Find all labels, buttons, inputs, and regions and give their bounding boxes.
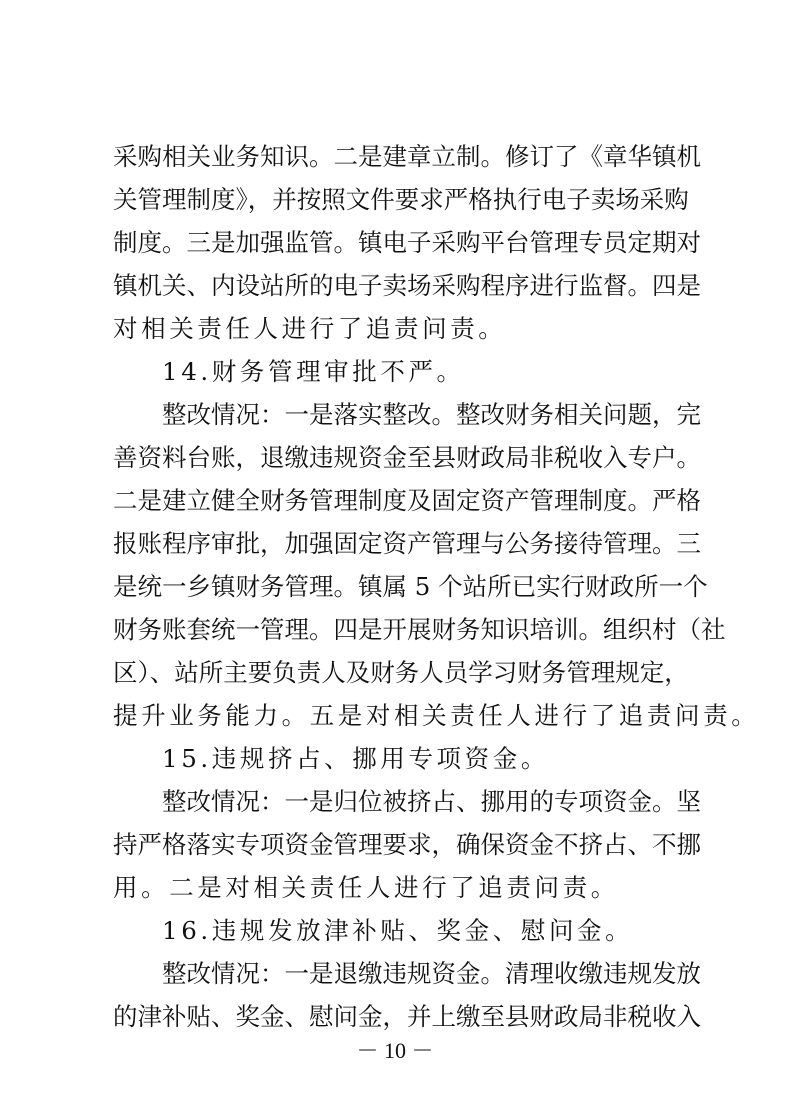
text-line: 镇机关、内设站所的电子卖场采购程序进行监督。四是 [113, 271, 701, 300]
section-heading-16: 16.违规发放津补贴、奖金、慰问金。 [162, 916, 634, 945]
text-line: 用。二是对相关责任人进行了追责问责。 [113, 873, 619, 902]
section-heading-15: 15.违规挤占、挪用专项资金。 [162, 744, 549, 773]
text-line: 是统一乡镇财务管理。镇属 5 个站所已实行财政所一个 [113, 572, 708, 601]
text-line: 关管理制度》，并按照文件要求严格执行电子卖场采购 [113, 185, 689, 214]
text-line: 整改情况：一是归位被挤占、挪用的专项资金。坚 [162, 787, 701, 816]
text-line: 制度。三是加强监管。镇电子采购平台管理专员定期对 [113, 228, 701, 257]
text-line: 采购相关业务知识。二是建章立制。修订了《章华镇机 [113, 142, 701, 171]
text-line: 对相关责任人进行了追责问责。 [113, 314, 507, 343]
text-line: 报账程序审批，加强固定资产管理与公务接待管理。三 [113, 529, 701, 558]
section-heading-14: 14.财务管理审批不严。 [162, 357, 465, 386]
text-line: 整改情况：一是退缴违规资金。清理收缴违规发放 [162, 959, 701, 988]
text-line: 持严格落实专项资金管理要求，确保资金不挤占、不挪 [113, 830, 701, 859]
text-line: 善资料台账，退缴违规资金至县财政局非税收入专户。 [113, 443, 701, 472]
text-line: 整改情况：一是落实整改。整改财务相关问题，完 [162, 400, 701, 429]
text-line: 区）、站所主要负责人及财务人员学习财务管理规定， [113, 658, 689, 687]
text-line: 的津补贴、奖金、慰问金，并上缴至县财政局非税收入 [113, 1002, 701, 1031]
text-line: 提升业务能力。五是对相关责任人进行了追责问责。 [113, 701, 760, 730]
text-line: 财务账套统一管理。四是开展财务知识培训。组织村（社 [113, 615, 726, 644]
text-line: 二是建立健全财务管理制度及固定资产管理制度。严格 [113, 486, 701, 515]
page-number: － 10 － [356, 1038, 434, 1063]
